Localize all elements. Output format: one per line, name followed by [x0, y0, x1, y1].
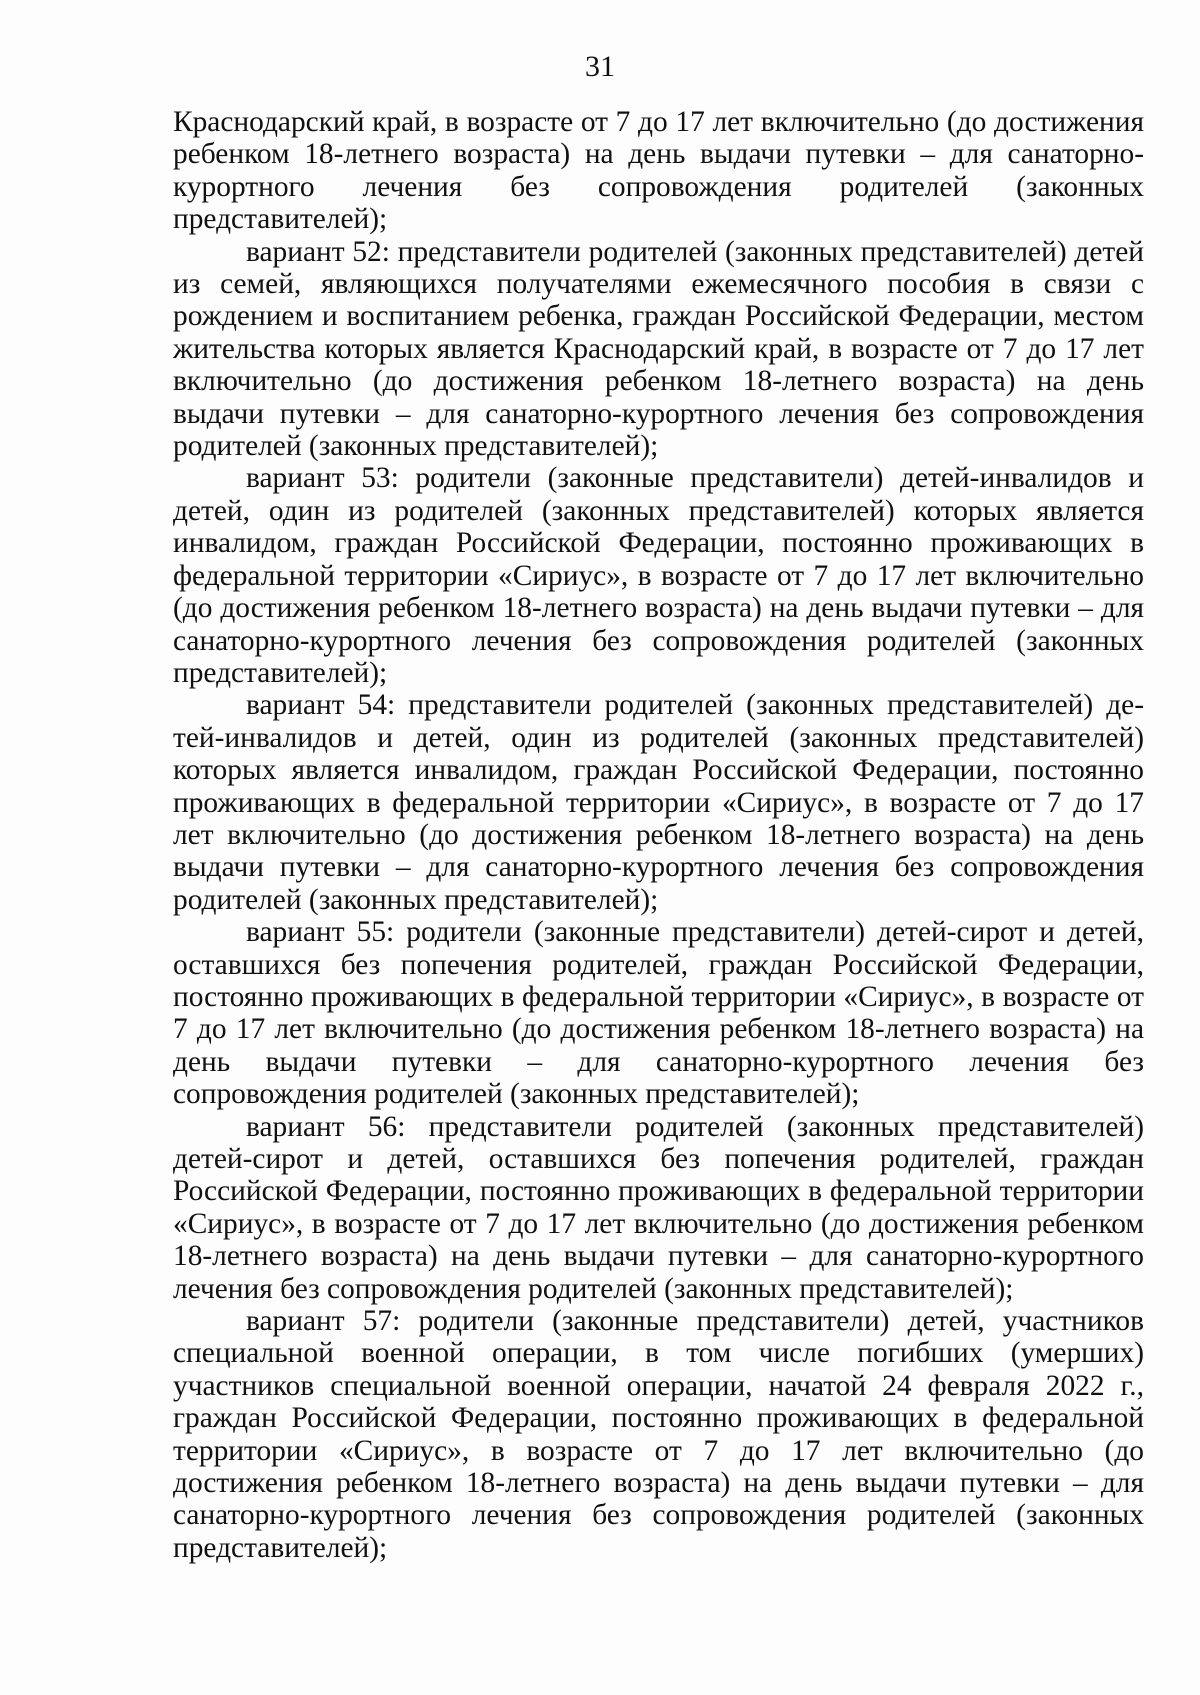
paragraph-variant-53: вариант 53: родители (законные представители) детей-инвалидов и детей, один из родителей (законных представителей) которых является инвалидом, граждан Российской Федерации, постоянно проживающих в федеральной территории «Сириус», в возрасте от 7 до 17 лет включительно (до достижения ребенком 18-летнего возраста) на день выдачи путевки – для санаторно-курортного лечения без сопровождения родителей (законных представителей); [173, 462, 1144, 689]
paragraph-variant-52: вариант 52: представители родителей (законных представителей) детей из семей, являющихся получателями ежемесячного пособия в связи с рождением и воспитанием ребенка, граждан Российской Федерации, местом жительства которых является Краснодарский край, в возрасте от 7 до 17 лет включительно (до достижения ребенком 18-летнего возраста) на день выдачи путевки – для санаторно-курортного лечения без сопровождения родителей (законных представителей); [173, 235, 1144, 463]
paragraph-variant-57: вариант 57: родители (законные представители) детей, участников специальной военной операции, в том числе погибших (умерших) участников специальной военной операции, начатой 24 февраля 2022 г., граждан Российской Федерации, постоянно проживающих в федеральной территории «Сириус», в возрасте от 7 до 17 лет включительно (до достижения ребенком 18-летнего возраста) на день выдачи путевки – для санаторно-курортного лечения без сопровождения родителей (законных представителей); [173, 1305, 1144, 1564]
paragraph-variant-54: вариант 54: представители родителей (законных представителей) детей-инвалидов и детей, один из родителей (законных представителей) которых является инвалидом, граждан Российской Федерации, постоянно проживающих в федеральной территории «Сириус», в возрасте от 7 до 17 лет включительно (до достижения ребенком 18-летнего возраста) на день выдачи путевки – для санаторно-курортного лечения без сопровождения родителей (законных представителей); [173, 689, 1144, 916]
paragraph-variant-56: вариант 56: представители родителей (законных представителей) детей-сирот и детей, оставшихся без попечения родителей, граждан Российской Федерации, постоянно проживающих в федеральной территории «Сириус», в возрасте от 7 до 17 лет включительно (до достижения ребенком 18-летнего возраста) на день выдачи путевки – для санаторно-курортного лечения без сопровождения родителей (законных представителей); [173, 1110, 1144, 1305]
paragraph-continuation: Краснодарский край, в возрасте от 7 до 17 лет включительно (до достижения ребенком 18-летнего возраста) на день выдачи путевки – для санаторно-курортного лечения без сопровождения родителей (законных представителей); [173, 106, 1144, 236]
paragraph-variant-55: вариант 55: родители (законные представители) детей-сирот и детей, оставшихся без попечения родителей, граждан Российской Федерации, постоянно проживающих в федеральной территории «Сириус», в возрасте от 7 до 17 лет включительно (до достижения ребенком 18-летнего возраста) на день выдачи путевки – для санаторно-курортного лечения без сопровождения родителей (законных представителей); [173, 916, 1144, 1111]
document-body [173, 106, 1144, 1564]
page-number: 31 [585, 50, 615, 83]
